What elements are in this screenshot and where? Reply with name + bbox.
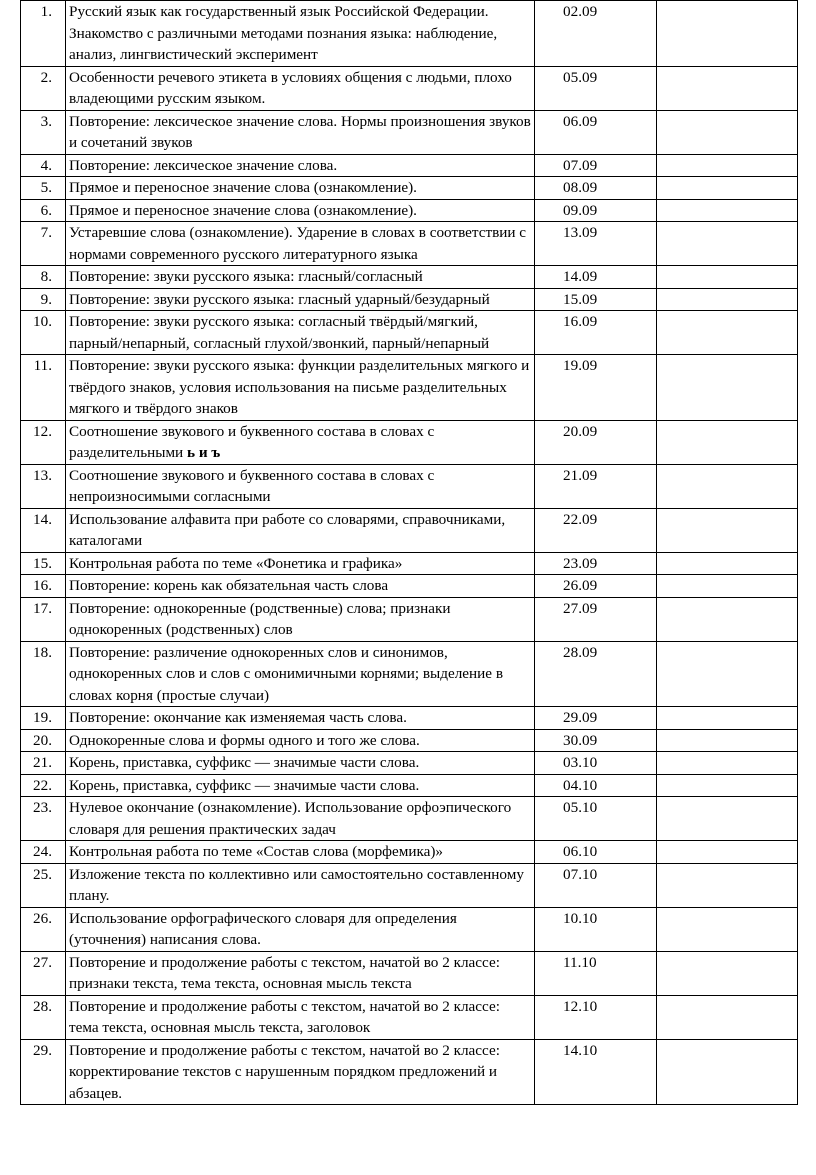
table-row (21, 552, 798, 575)
lesson-note (657, 797, 798, 841)
lesson-topic (66, 420, 535, 464)
lesson-note (657, 266, 798, 289)
lesson-topic (66, 199, 535, 222)
table-row (21, 597, 798, 641)
lesson-note (657, 752, 798, 775)
lesson-topic (66, 797, 535, 841)
lesson-note (657, 995, 798, 1039)
lesson-date: 12.10 (535, 995, 657, 1039)
lesson-note (657, 420, 798, 464)
lesson-topic-text: Прямое и переносное значение слова (ознакомление). (69, 179, 417, 196)
lesson-note (657, 729, 798, 752)
lesson-date: 29.09 (535, 707, 657, 730)
lesson-topic-text: Использование орфографического словаря для определения (уточнения) написания слова. (69, 909, 457, 948)
lesson-number: 23. (21, 797, 66, 841)
lesson-topic (66, 597, 535, 641)
lesson-date: 05.09 (535, 66, 657, 110)
lesson-date: 07.09 (535, 154, 657, 177)
table-row (21, 110, 798, 154)
lesson-number: 21. (21, 752, 66, 775)
lesson-number: 17. (21, 597, 66, 641)
lesson-topic (66, 729, 535, 752)
lesson-note (657, 355, 798, 421)
lesson-topic-text: Соотношение звукового и буквенного состава в словах с непроизносимыми согласными (69, 466, 435, 505)
lesson-date: 21.09 (535, 464, 657, 508)
lesson-topic (66, 222, 535, 266)
lesson-note (657, 177, 798, 200)
table-row (21, 154, 798, 177)
lesson-topic (66, 575, 535, 598)
lesson-note (657, 288, 798, 311)
table-row (21, 1, 798, 67)
lesson-number: 27. (21, 951, 66, 995)
lesson-topic (66, 1, 535, 67)
lesson-number: 19. (21, 707, 66, 730)
lesson-number: 5. (21, 177, 66, 200)
table-row (21, 222, 798, 266)
lesson-note (657, 863, 798, 907)
table-row (21, 641, 798, 707)
lesson-note (657, 907, 798, 951)
lesson-note (657, 154, 798, 177)
lesson-topic (66, 154, 535, 177)
lesson-topic (66, 707, 535, 730)
lesson-note (657, 951, 798, 995)
lesson-topic (66, 177, 535, 200)
lesson-topic-text: Корень, приставка, суффикс — значимые части слова. (69, 754, 420, 771)
lesson-topic-text: Повторение: однокоренные (родственные) слова; признаки однокоренных (родственных) слов (69, 599, 451, 638)
lesson-number: 26. (21, 907, 66, 951)
lesson-note (657, 311, 798, 355)
table-row (21, 177, 798, 200)
lesson-date: 02.09 (535, 1, 657, 67)
lesson-topic (66, 552, 535, 575)
lesson-topic (66, 951, 535, 995)
lesson-topic (66, 464, 535, 508)
lesson-number: 6. (21, 199, 66, 222)
lesson-topic (66, 266, 535, 289)
table-row (21, 508, 798, 552)
lesson-number: 11. (21, 355, 66, 421)
lesson-number: 16. (21, 575, 66, 598)
table-row (21, 355, 798, 421)
lesson-topic-text: Устаревшие слова (ознакомление). Ударение в словах в соответствии с нормами современного русского литературного языка (69, 224, 527, 263)
lesson-number: 25. (21, 863, 66, 907)
lesson-topic (66, 66, 535, 110)
lesson-topic (66, 311, 535, 355)
lesson-topic-text: Однокоренные слова и формы одного и того же слова. (69, 731, 420, 749)
lesson-date: 28.09 (535, 641, 657, 707)
lesson-number: 24. (21, 841, 66, 864)
lesson-topic-text: Контрольная работа по теме «Фонетика и графика» (69, 554, 403, 572)
lesson-date: 22.09 (535, 508, 657, 552)
lesson-topic-text: Повторение: лексическое значение слова. (69, 156, 338, 174)
table-row (21, 575, 798, 598)
lesson-date: 16.09 (535, 311, 657, 355)
lesson-date: 07.10 (535, 863, 657, 907)
lesson-date: 26.09 (535, 575, 657, 598)
lesson-number: 20. (21, 729, 66, 752)
lesson-topic (66, 641, 535, 707)
table-row (21, 729, 798, 752)
lesson-date: 13.09 (535, 222, 657, 266)
lesson-topic-text: Прямое и переносное значение слова (ознакомление). (69, 201, 417, 219)
lesson-topic-text: Изложение текста по коллективно или самостоятельно составленному плану. (69, 865, 524, 904)
lesson-number: 4. (21, 154, 66, 177)
table-row (21, 1039, 798, 1105)
table-row (21, 907, 798, 951)
lesson-topic (66, 110, 535, 154)
lesson-number: 15. (21, 552, 66, 575)
lesson-topic-text: Особенности речевого этикета в условиях общения с людьми, плохо владеющими русским языком. (69, 68, 512, 107)
lesson-topic (66, 995, 535, 1039)
lesson-topic (66, 774, 535, 797)
lesson-note (657, 1, 798, 67)
lesson-date: 09.09 (535, 199, 657, 222)
lesson-note (657, 552, 798, 575)
lesson-topic-text: Контрольная работа по теме «Состав слова (морфемика)» (69, 843, 444, 860)
table-row (21, 266, 798, 289)
lesson-note (657, 464, 798, 508)
lesson-topic-text: Повторение и продолжение работы с текстом, начатой во 2 классе: тема текста, основная мысль текста, заголовок (69, 997, 500, 1036)
lesson-number: 28. (21, 995, 66, 1039)
lesson-note (657, 841, 798, 864)
lesson-number: 13. (21, 464, 66, 508)
lesson-note (657, 110, 798, 154)
lesson-date: 11.10 (535, 951, 657, 995)
lesson-topic-text: Повторение: корень как обязательная часть слова (69, 577, 389, 594)
lesson-note (657, 508, 798, 552)
table-row (21, 66, 798, 110)
lesson-number: 2. (21, 66, 66, 110)
table-row (21, 774, 798, 797)
lesson-topic-text: Использование алфавита при работе со словарями, справочниками, каталогами (69, 510, 506, 549)
lesson-topic-text: Нулевое окончание (ознакомление). Использование орфоэпического словаря для решения практических задач (69, 799, 512, 838)
lesson-date: 05.10 (535, 797, 657, 841)
table-row (21, 797, 798, 841)
lesson-date: 20.09 (535, 420, 657, 464)
lesson-topic-text: Повторение: различение однокоренных слов и синонимов, однокоренных слов и слов с омонимичными корнями; выделение в словах корня (простые случаи) (69, 643, 504, 704)
lesson-topic (66, 355, 535, 421)
lesson-number: 3. (21, 110, 66, 154)
lesson-date: 14.10 (535, 1039, 657, 1105)
lesson-note (657, 222, 798, 266)
table-row (21, 863, 798, 907)
lesson-date: 14.09 (535, 266, 657, 289)
lesson-date: 03.10 (535, 752, 657, 775)
lesson-topic-text: Корень, приставка, суффикс — значимые части слова. (69, 776, 420, 794)
lesson-date: 06.09 (535, 110, 657, 154)
table-row (21, 752, 798, 775)
table-row (21, 288, 798, 311)
lesson-topic (66, 752, 535, 775)
lesson-topic (66, 288, 535, 311)
lesson-plan-body (21, 1, 798, 1105)
lesson-number: 14. (21, 508, 66, 552)
lesson-topic-text: Повторение: звуки русского языка: гласный ударный/безударный (69, 290, 490, 308)
table-row (21, 199, 798, 222)
lesson-topic-text: Русский язык как государственный язык Российской Федерации. Знакомство с различными методами познания языка: наблюдение, анализ, лингвистический эксперимент (69, 3, 498, 63)
lesson-number: 10. (21, 311, 66, 355)
lesson-date: 30.09 (535, 729, 657, 752)
lesson-topic (66, 841, 535, 864)
lesson-note (657, 774, 798, 797)
lesson-note (657, 597, 798, 641)
table-row (21, 707, 798, 730)
table-row (21, 841, 798, 864)
lesson-topic-text: Соотношение звукового и буквенного состава в словах с разделительными (69, 422, 435, 461)
lesson-number: 7. (21, 222, 66, 266)
lesson-note (657, 199, 798, 222)
lesson-number: 1. (21, 1, 66, 67)
lesson-topic-text: Повторение и продолжение работы с текстом, начатой во 2 классе: признаки текста, тема текста, основная мысль текста (69, 953, 500, 992)
lesson-note (657, 641, 798, 707)
lesson-number: 22. (21, 774, 66, 797)
lesson-date: 15.09 (535, 288, 657, 311)
lesson-topic-text: Повторение и продолжение работы с текстом, начатой во 2 классе: корректирование текстов с нарушенным порядком предложений и абзацев. (69, 1041, 500, 1102)
table-row (21, 311, 798, 355)
lesson-note (657, 1039, 798, 1105)
lesson-note (657, 575, 798, 598)
lesson-date: 27.09 (535, 597, 657, 641)
lesson-number: 18. (21, 641, 66, 707)
lesson-topic-text: Повторение: звуки русского языка: гласный/согласный (69, 268, 423, 285)
lesson-plan-table (20, 0, 798, 1105)
lesson-topic-text: Повторение: окончание как изменяемая часть слова. (69, 709, 407, 726)
lesson-topic (66, 508, 535, 552)
lesson-topic-text: Повторение: звуки русского языка: согласный твёрдый/мягкий, парный/непарный, согласный глухой/звонкий, парный/непарный (69, 313, 490, 352)
lesson-topic (66, 1039, 535, 1105)
lesson-number: 12. (21, 420, 66, 464)
lesson-date: 23.09 (535, 552, 657, 575)
table-row (21, 420, 798, 464)
lesson-number: 8. (21, 266, 66, 289)
lesson-number: 29. (21, 1039, 66, 1105)
lesson-note (657, 66, 798, 110)
lesson-topic-letters: ь и ъ (187, 444, 221, 461)
lesson-topic-text: Повторение: лексическое значение слова. Нормы произношения звуков и сочетаний звуков (69, 112, 531, 151)
lesson-topic-text: Повторение: звуки русского языка: функции разделительных мягкого и твёрдого знаков, условия использования на письме разделительных мягкого и твёрдого знаков (69, 357, 530, 417)
table-row (21, 951, 798, 995)
table-row (21, 464, 798, 508)
lesson-topic (66, 863, 535, 907)
lesson-date: 04.10 (535, 774, 657, 797)
lesson-date: 19.09 (535, 355, 657, 421)
lesson-date: 08.09 (535, 177, 657, 200)
lesson-number: 9. (21, 288, 66, 311)
lesson-topic (66, 907, 535, 951)
lesson-date: 06.10 (535, 841, 657, 864)
lesson-date: 10.10 (535, 907, 657, 951)
lesson-note (657, 707, 798, 730)
table-row (21, 995, 798, 1039)
